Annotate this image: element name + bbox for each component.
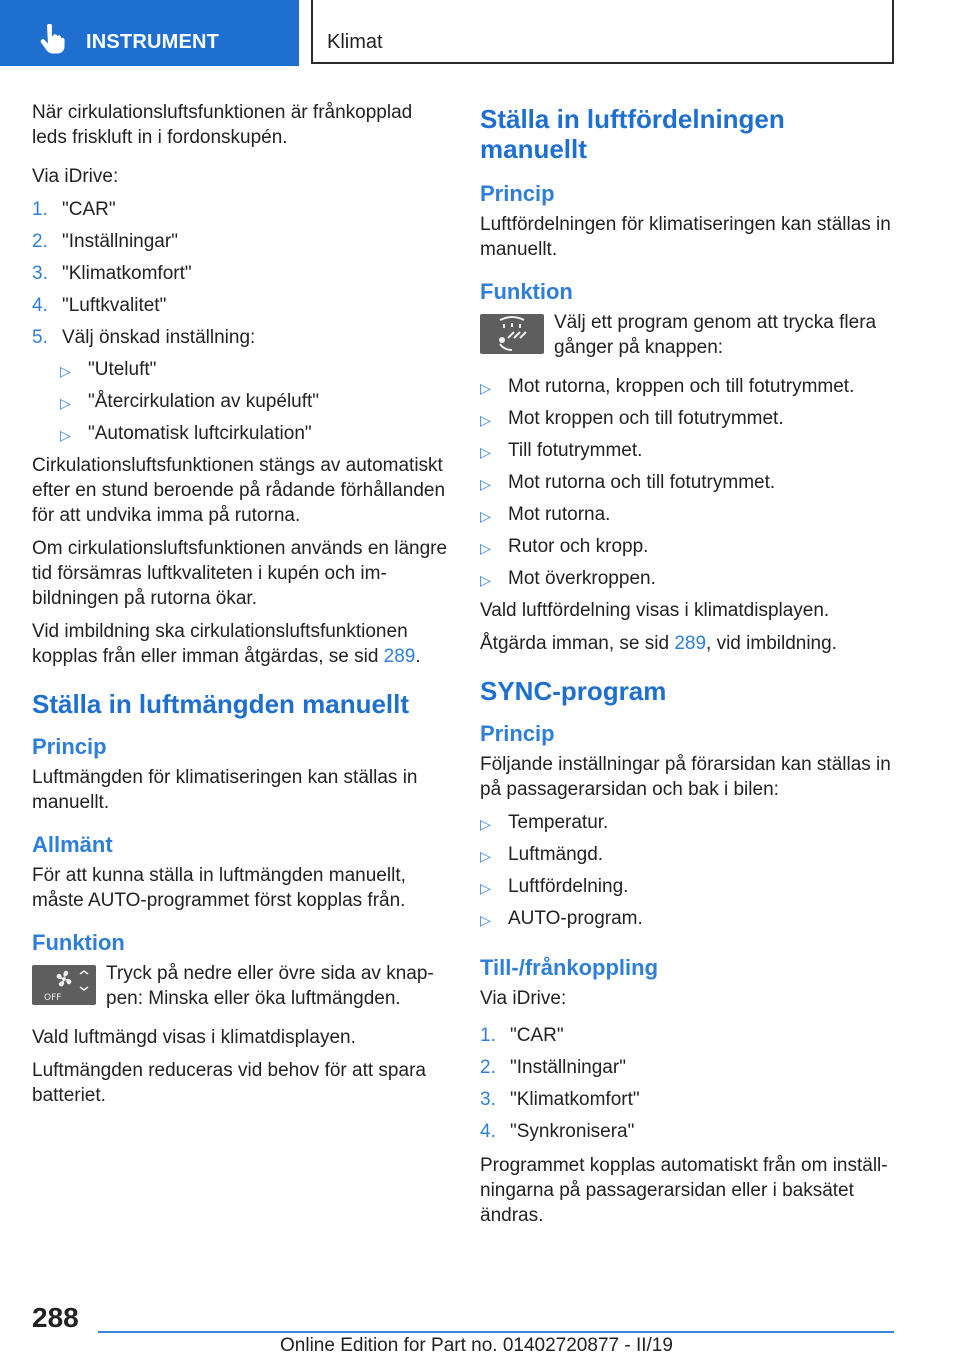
subheading: Funktion <box>480 279 573 304</box>
paragraph: Luftmängden reduceras vid behov för att spara batteriet. <box>32 1060 426 1106</box>
list-item: 4. "Luftkvalitet" <box>32 295 167 316</box>
list-item: ▷ Luftfördelning. <box>480 874 896 906</box>
section-heading: Ställa in luftmängden manuellt <box>32 689 410 719</box>
list-item: 1. "CAR" <box>32 199 116 220</box>
watermark-overlay <box>690 1333 960 1362</box>
air-distribution-icon <box>480 314 544 354</box>
section-heading: Ställa in luftfördelningen manuellt <box>480 104 785 164</box>
subheading: Princip <box>480 181 555 206</box>
air-distribution-button-row <box>480 310 896 360</box>
list-item: 3. "Klimatkomfort" <box>480 1089 640 1110</box>
list-item: ▷ Mot rutorna. <box>480 502 896 534</box>
list-item: 2. "Inställningar" <box>32 231 178 252</box>
paragraph: Följande inställningar på förarsidan kan ställas in på passagerarsidan och bak i bilen: <box>480 754 891 800</box>
paragraph: Tryck på nedre eller övre sida av knappen: Minska eller öka luftmängden. <box>106 963 434 1009</box>
list-item: ▷ Luftmängd. <box>480 842 896 874</box>
list-item: ▷ Mot rutorna, kroppen och till fotutrymmet. <box>480 374 896 406</box>
list-item: 1. "CAR" <box>480 1025 564 1046</box>
tab-label: INSTRUMENT <box>86 31 220 53</box>
list-item: ▷ Mot överkroppen. <box>480 566 896 598</box>
chapter-tab-klimat <box>311 0 894 64</box>
paragraph: Cirkulationsluftsfunktionen stängs av automatiskt efter en stund beroende på rådande förhållanden för att undvika imma på rutorna. <box>32 455 446 526</box>
paragraph: För att kunna ställa in luftmängden manuellt, måste AUTO-programmet först kopplas från. <box>32 865 406 911</box>
triangle-right-icon: ▷ <box>60 363 71 379</box>
list-item: ▷ Temperatur. <box>480 810 896 842</box>
fan-button-icon <box>32 965 96 1005</box>
subheading: Funktion <box>32 930 125 955</box>
paragraph: Luftmängden för klimatiseringen kan ställas in manuellt. <box>32 767 418 813</box>
subheading: Allmänt <box>32 832 113 857</box>
triangle-right-icon: ▷ <box>480 540 491 556</box>
list-item: ▷ AUTO-program. <box>480 906 896 938</box>
list-item: ▷ "Återcirkulation av kupéluft" <box>32 389 448 421</box>
intro-paragraph: När cirkulationsluftsfunktionen är frånkopplad leds friskluft in i fordonskupén. <box>32 102 413 148</box>
triangle-right-icon: ▷ <box>480 508 491 524</box>
paragraph: Programmet kopplas automatiskt från om inställningarna på passagerarsidan eller i baksätet ändras. <box>480 1155 888 1226</box>
triangle-right-icon: ▷ <box>480 380 491 396</box>
list-item: 4. "Synkronisera" <box>480 1121 635 1142</box>
triangle-right-icon: ▷ <box>60 427 71 443</box>
page-header <box>0 0 960 66</box>
paragraph: Vald luftfördelning visas i klimatdisplayen. <box>480 600 830 621</box>
page-link[interactable]: 289 <box>383 646 416 667</box>
chapter-title: Klimat <box>327 31 383 53</box>
distribution-options <box>480 374 896 598</box>
list-item: ▷ "Uteluft" <box>32 357 448 389</box>
list-item: 3. "Klimatkomfort" <box>32 263 192 284</box>
idrive-steps <box>32 197 448 357</box>
list-item: ▷ Mot kroppen och till fotutrymmet. <box>480 406 896 438</box>
list-item: 2. "Inställningar" <box>480 1057 626 1078</box>
paragraph: Åtgärda imman, se sid 289, vid imbildning. <box>480 633 837 654</box>
subheading: Princip <box>480 721 555 746</box>
list-item: 5. Välj önskad inställning: <box>32 327 256 348</box>
list-item: ▷ "Automatisk luftcirkulation" <box>32 421 448 453</box>
triangle-right-icon: ▷ <box>480 848 491 864</box>
sync-options <box>480 810 896 938</box>
triangle-right-icon: ▷ <box>480 880 491 896</box>
paragraph: Om cirkulationsluftsfunktionen används en längre tid försämras luftkvaliteten i kupén och imbildningen på rutorna ökar. <box>32 538 448 609</box>
page-link[interactable]: 289 <box>674 633 707 654</box>
paragraph: Luftfördelningen för klimatiseringen kan ställas in manuellt. <box>480 214 891 260</box>
via-idrive-label: Via iDrive: <box>480 988 567 1009</box>
list-item: ▷ Till fotutrymmet. <box>480 438 896 470</box>
via-idrive-label: Via iDrive: <box>32 166 119 187</box>
triangle-right-icon: ▷ <box>480 572 491 588</box>
triangle-right-icon: ▷ <box>480 476 491 492</box>
triangle-right-icon: ▷ <box>480 816 491 832</box>
section-tab-instrument[interactable] <box>0 0 299 66</box>
fan-button-row <box>32 961 448 1011</box>
triangle-right-icon: ▷ <box>60 395 71 411</box>
setting-options <box>32 357 448 453</box>
edition-text: Online Edition for Part no. 01402720877 - II/19 <box>280 1335 673 1356</box>
idrive-steps <box>480 1023 896 1151</box>
subheading: Princip <box>32 734 107 759</box>
list-item: ▷ Mot rutorna och till fotutrymmet. <box>480 470 896 502</box>
triangle-right-icon: ▷ <box>480 412 491 428</box>
list-item: ▷ Rutor och kropp. <box>480 534 896 566</box>
triangle-right-icon: ▷ <box>480 444 491 460</box>
section-heading: SYNC-program <box>480 676 667 706</box>
paragraph: Vald luftmängd visas i klimatdisplayen. <box>32 1027 356 1048</box>
left-column <box>32 100 448 1116</box>
triangle-right-icon: ▷ <box>480 912 491 928</box>
paragraph: Vid imbildning ska cirkulationsluftsfunktionen kopplas från eller imman åtgärdas, se sid 289. <box>32 621 421 667</box>
page-number: 288 <box>32 1302 79 1333</box>
pointing-hand-icon <box>38 24 66 54</box>
paragraph: Välj ett program genom att trycka flera gånger på knappen: <box>554 312 877 358</box>
off-label: OFF <box>44 993 62 1003</box>
subheading: Till-/frånkoppling <box>480 955 659 980</box>
right-column <box>480 100 896 1236</box>
